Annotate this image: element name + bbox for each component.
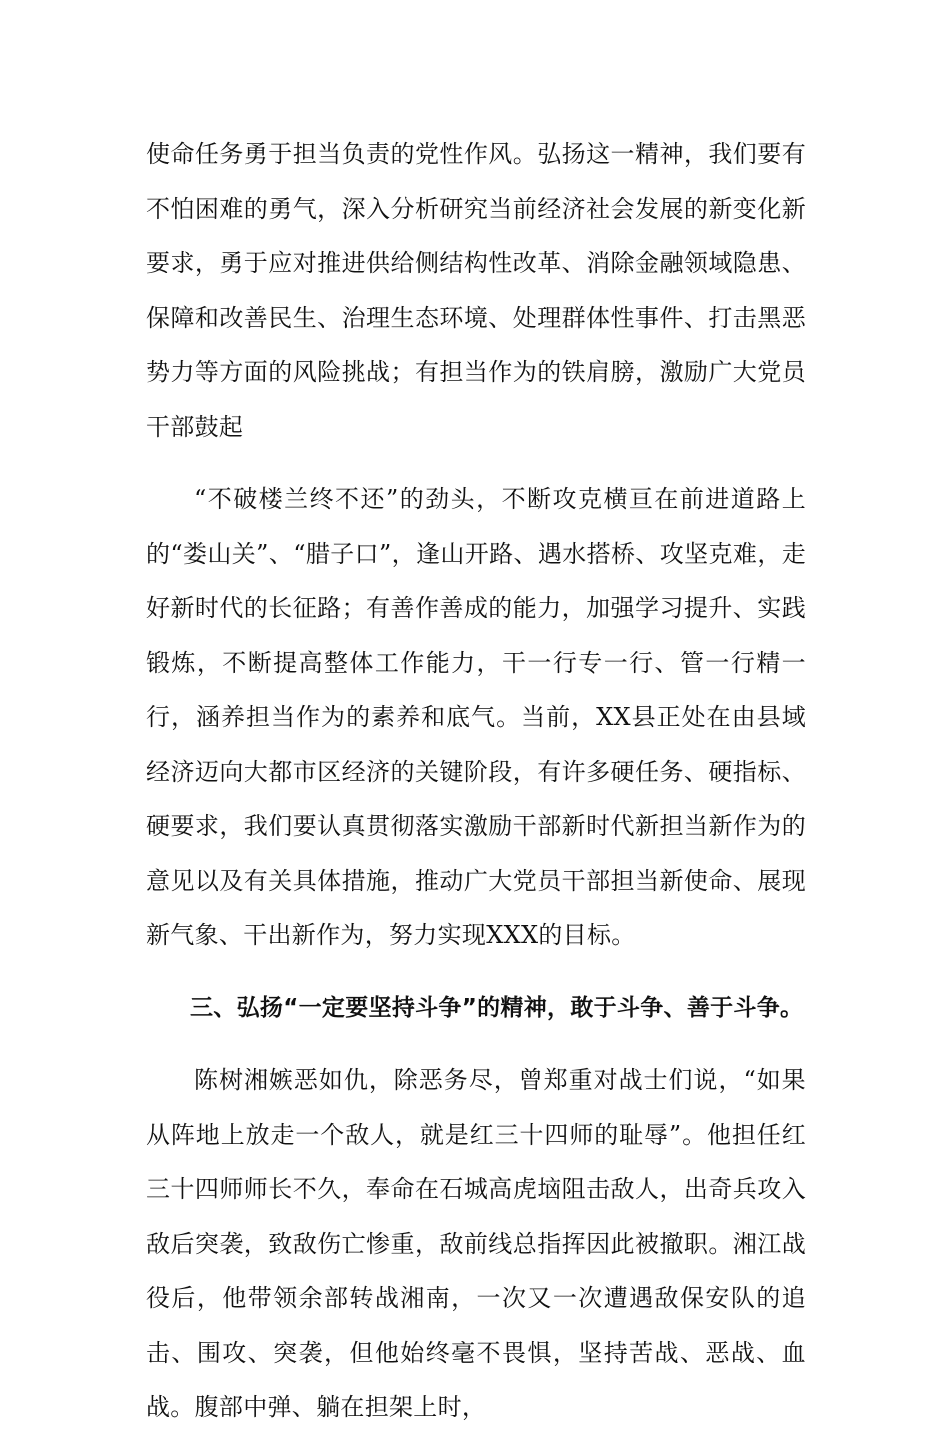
paragraph-continuation: 使命任务勇于担当负责的党性作风。弘扬这一精神，我们要有不怕困难的勇气，深入分析研究当前经济社会发展的新变化新要求，勇于应对推进供给侧结构性改革、消除金融领域隐患、保障和改善民生、治理生态环境、处理群体性事件、打击黑恶势力等方面的风险挑战；有担当作为的铁肩膀，激励广大党员干部鼓起 xyxy=(146,140,806,441)
document-body xyxy=(146,127,806,1435)
paragraph-chen-shuxiang: 陈树湘嫉恶如仇，除恶务尽，曾郑重对战士们说，“如果从阵地上放走一个敌人，就是红三十四师的耻辱”。他担任红三十四师师长不久，奉命在石城高虎垴阻击敌人，出奇兵攻入敌后突袭，致敌伤亡惨重，敌前线总指挥因此被撤职。湘江战役后，他带领余部转战湘南，一次又一次遭遇敌保安队的追击、围攻、突袭，但他始终毫不畏惧，坚持苦战、恶战、血战。腹部中弹、躺在担架上时， xyxy=(146,1066,806,1421)
paragraph-spacer xyxy=(146,454,806,472)
paragraph-spacer xyxy=(146,1035,806,1053)
paragraph-loulan: “不破楼兰终不还”的劲头，不断攻克横亘在前进道路上的“娄山关”、“腊子口”，逢山开路、遇水搭桥、攻坚克难，走好新时代的长征路；有善作善成的能力，加强学习提升、实践锻炼，不断提高整体工作能力，干一行专一行、管一行精一行，涵养担当作为的素养和底气。当前，XX县正处在由县域经济迈向大都市区经济的关键阶段，有许多硬任务、硬指标、硬要求，我们要认真贯彻落实激励干部新时代新担当新作为的意见以及有关具体措施，推动广大党员干部担当新使命、展现新气象、干出新作为，努力实现XXX的目标。 xyxy=(146,485,806,949)
section-heading-three: 三、弘扬“一定要坚持斗争”的精神，敢于斗争、善于斗争。 xyxy=(190,994,804,1021)
paragraph-spacer xyxy=(146,963,806,981)
